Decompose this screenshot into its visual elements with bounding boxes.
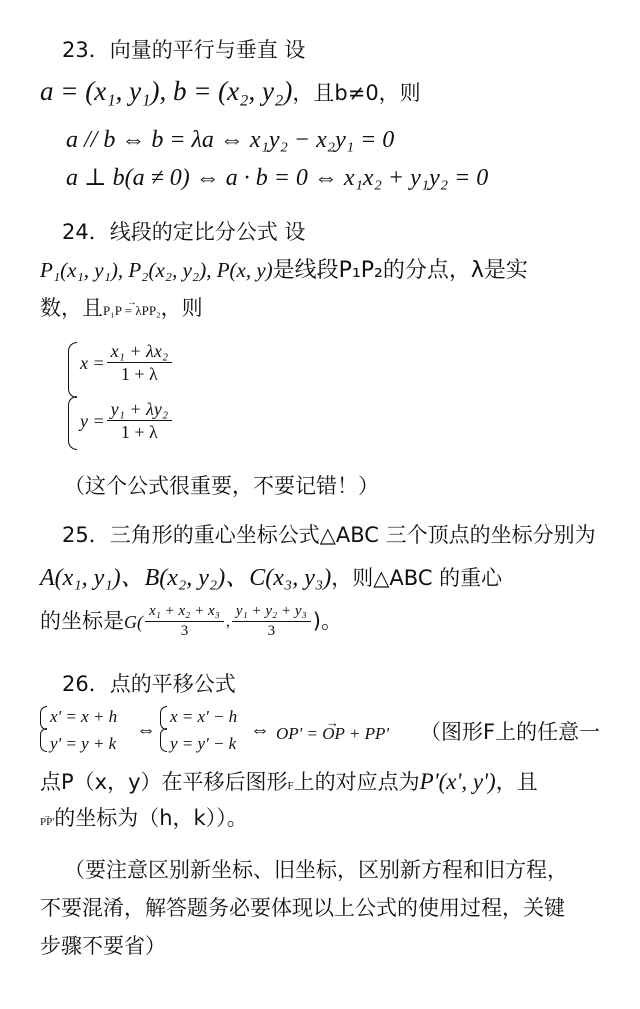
s24-system-brace-top [68, 342, 77, 398]
s24-x-lhs: x = [80, 352, 105, 373]
s23-condition-text: ，且b≠0，则 [292, 81, 421, 105]
s25-g-lhs: G( [124, 611, 143, 632]
s26-system2-a: x = x' − h [170, 707, 238, 726]
s24-y-denominator: 1 + λ [120, 422, 158, 442]
s26-line2-post: ，且 [495, 770, 538, 794]
s26-system1-a: x' = x + h [50, 707, 118, 726]
s24-x-numerator: x₁ + λx₂ [107, 342, 172, 363]
final-note-line1: （要注意区别新坐标、旧坐标，区别新方程和旧方程， [64, 858, 568, 882]
s23-title: 23．向量的平行与垂直 设 [62, 38, 306, 62]
s26-translation-vector: → PP' [40, 817, 54, 828]
s26-line2 [40, 770, 538, 793]
s25-vertices-text: ，则△ABC 的重心 [331, 566, 503, 590]
s26-title: 26．点的平移公式 [62, 672, 236, 696]
s24-y-formula [80, 400, 174, 441]
s24-system-brace-bottom [68, 396, 77, 450]
s25-x-fraction [145, 604, 224, 639]
final-note-line2: 不要混淆，解答题务必要体现以上公式的使用过程，关键 [40, 896, 565, 920]
s24-line3-post: ，则 [160, 296, 203, 320]
s24-title: 24．线段的定比分公式 设 [62, 220, 306, 244]
s25-x-numerator: x₁ + x₂ + x₃ [145, 604, 224, 622]
s24-note: （这个公式很重要，不要记错！） [64, 474, 379, 498]
s26-line1-text: （图形F上的任意一 [420, 720, 601, 744]
s23-parallel-formula: a // b ⇔ b = λa ⇔ x₁y₂ − x₂y₁ = 0 [66, 127, 395, 153]
s23-line1 [40, 78, 421, 105]
s23-perpendicular-formula: a ⊥ b(a ≠ 0) ⇔ a · b = 0 ⇔ x₁x₂ + y₁y₂ = 0 [66, 165, 489, 191]
s24-line3-pre: 数，且 [40, 296, 103, 320]
s26-brace-2-bottom [160, 728, 167, 752]
s25-comma: , [225, 612, 230, 630]
s26-line3-text: 的坐标为（h，k））。 [54, 806, 248, 830]
s24-y-lhs: y = [80, 410, 105, 431]
s25-x-denominator: 3 [180, 623, 189, 639]
s24-x-denominator: 1 + λ [120, 364, 158, 384]
s26-image-point: P'(x', y') [419, 769, 496, 794]
s26-brace-1-bottom [40, 728, 47, 752]
s25-line2 [40, 566, 502, 590]
s26-brace-1-top [40, 706, 47, 730]
s25-g-rhs: )。 [312, 609, 342, 633]
s26-line2-pre: 点P（x，y）在平移后图形 [40, 770, 288, 794]
s24-x-formula [80, 342, 174, 383]
s25-title: 25．三角形的重心坐标公式△ABC 三个顶点的坐标分别为 [62, 523, 596, 547]
s25-y-numerator: y₁ + y₂ + y₃ [232, 604, 311, 622]
s26-vector-equation: → OP' = OP + PP' [276, 725, 389, 742]
s25-y-fraction [232, 604, 311, 639]
s24-line3 [40, 298, 203, 319]
s26-brace-2-top [160, 706, 167, 730]
s25-line3 [40, 604, 342, 639]
s25-vertices: A(x₁, y₁)、B(x₂, y₂)、C(x₃, y₃) [40, 565, 332, 591]
s26-iff-1: ⇔ [136, 719, 156, 741]
s24-points: P₁(x₁, y₁), P₂(x₂, y₂), P(x, y) [40, 258, 273, 282]
s25-line3-pre: 的坐标是 [40, 609, 124, 633]
s24-y-fraction [107, 400, 172, 441]
s26-line3 [40, 808, 248, 829]
s26-figure-f: F [287, 780, 294, 792]
s24-x-fraction [107, 342, 172, 383]
s26-line2-mid: 上的对应点为 [293, 770, 420, 794]
s26-system2-b: y = y' − k [170, 734, 237, 753]
s26-iff-2: ⇔ [250, 719, 270, 741]
s24-line2 [40, 260, 528, 282]
final-note-line3: 步骤不要省） [40, 934, 166, 958]
s24-y-numerator: y₁ + λy₂ [107, 400, 172, 421]
s24-points-text: 是线段P₁P₂的分点，λ是实 [272, 258, 528, 283]
s26-system1-b: y' = y + k [50, 734, 117, 753]
s25-y-denominator: 3 [267, 623, 276, 639]
s24-ratio-vector: → P₁P = λPP₂ [103, 304, 161, 317]
s23-vector-definitions: a = (x₁, y₁), b = (x₂, y₂) [40, 76, 293, 106]
